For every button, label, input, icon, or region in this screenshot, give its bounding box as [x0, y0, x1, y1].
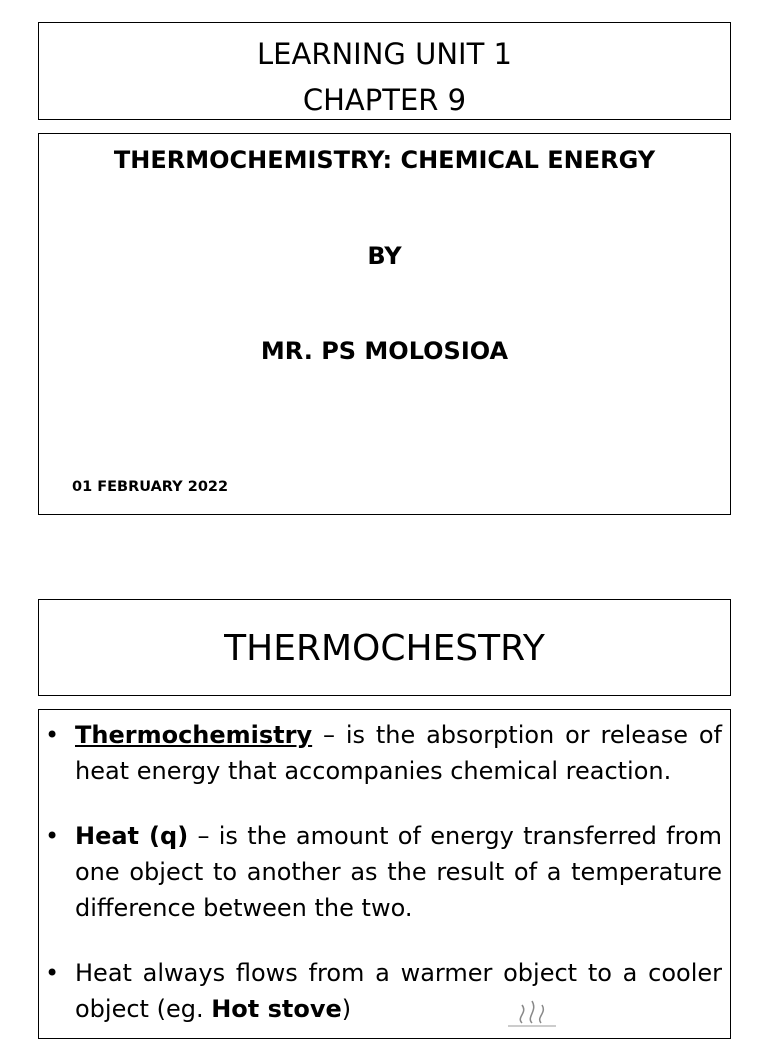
bullet-thermochemistry [75, 717, 722, 789]
slide1-heading: THERMOCHEMISTRY: CHEMICAL ENERGY [113, 146, 656, 174]
heat-flow-text: Heat always flows from a warmer object to a cooler object (eg. [75, 959, 722, 1023]
bullet-heat-flow [75, 955, 722, 1027]
slide1-body-box [38, 133, 731, 515]
slide2-title-box [38, 599, 731, 696]
slide1-title-box [38, 22, 731, 120]
steam-icon [508, 995, 556, 1027]
definition-heat: – is the amount of energy transferred from one object to another as the result of a temperature difference between the two. [75, 822, 722, 922]
heat-flow-close: ) [341, 995, 352, 1023]
slide1-title-line2: CHAPTER 9 [302, 83, 467, 117]
term-thermochemistry: Thermochemistry [75, 721, 313, 749]
slide1-by: BY [367, 242, 402, 270]
slide1-title-line1: LEARNING UNIT 1 [257, 37, 512, 71]
slide1-author: MR. PS MOLOSIOA [260, 337, 509, 365]
slide2-body-box [38, 709, 731, 1039]
slide2-title: THERMOCHESTRY [224, 628, 545, 669]
slide1-date: 01 FEBRUARY 2022 [72, 479, 229, 495]
hot-stove-label: Hot stove [211, 995, 342, 1023]
bullet-heat [75, 818, 722, 926]
definition-thermochemistry: – is the absorption or release of heat energy that accompanies chemical reaction. [75, 721, 722, 785]
term-heat: Heat (q) [75, 822, 189, 850]
